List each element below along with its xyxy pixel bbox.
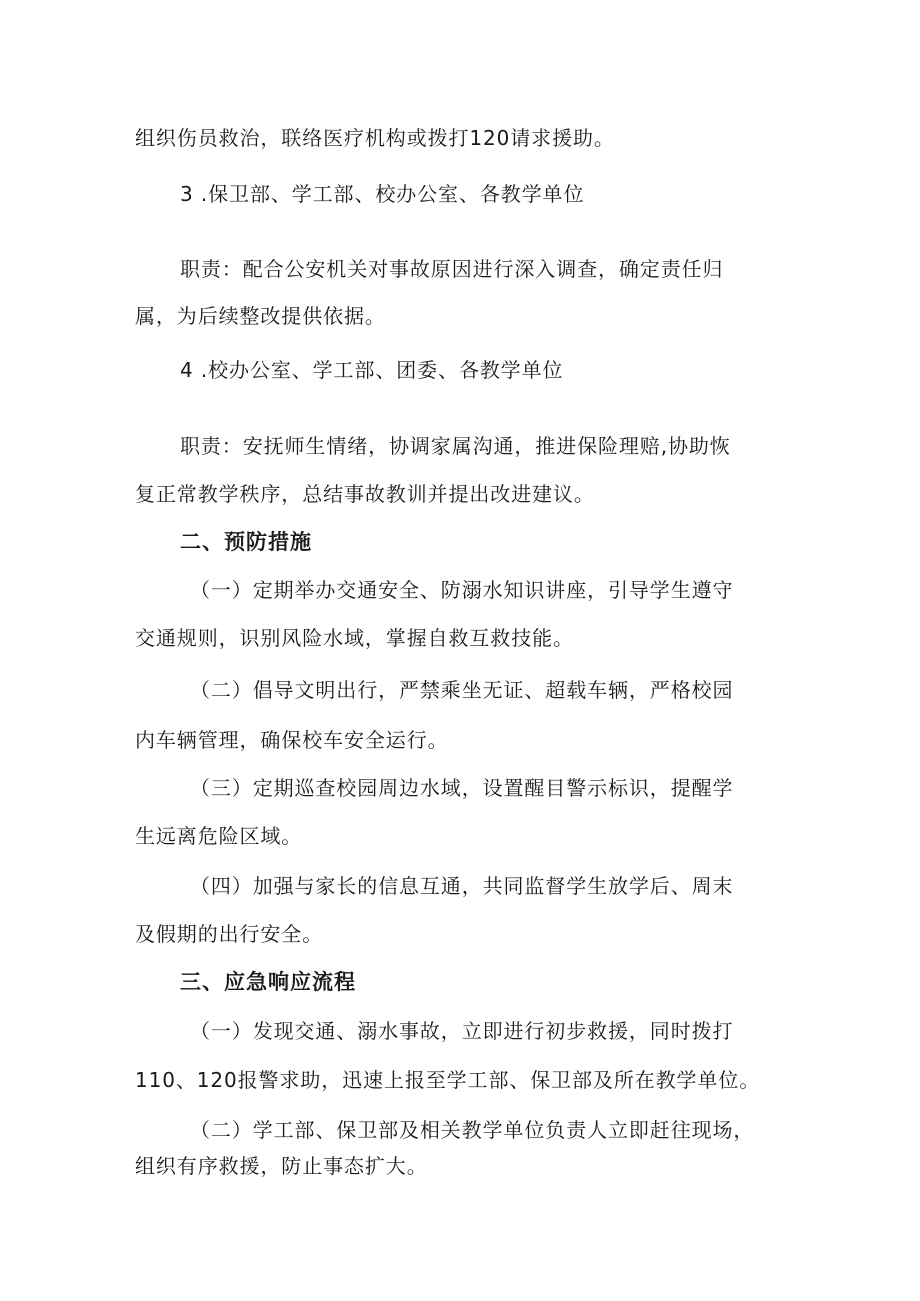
paragraph-line: 交通规则，识别风险水域，掌握自救互救技能。 [135, 626, 574, 650]
paragraph-line: 职责：安抚师生情绪，协调家属沟通，推进保险理赔,协助恢 [180, 434, 731, 458]
paragraph-line: 110、120报警求助，迅速上报至学工部、保卫部及所在教学单位。 [135, 1068, 761, 1092]
paragraph-line: （一）定期举办交通安全、防溺水知识讲座，引导学生遵守 [190, 578, 734, 602]
paragraph-line: （四）加强与家长的信息互通，共同监督学生放学后、周末 [190, 874, 734, 898]
paragraph-line: （二）学工部、保卫部及相关教学单位负责人立即赶往现场， [190, 1118, 755, 1142]
paragraph-line: 职责：配合公安机关对事故原因进行深入调查，确定责任归 [180, 257, 724, 281]
section-item-3: 3 .保卫部、学工部、校办公室、各教学单位 [180, 182, 585, 206]
paragraph-line: （三）定期巡查校园周边水域，设置醒目警示标识，提醒学 [190, 776, 734, 800]
paragraph-line: 组织有序救援，防止事态扩大。 [135, 1154, 428, 1178]
paragraph-line: （一）发现交通、溺水事故，立即进行初步救援，同时拨打 [190, 1019, 734, 1043]
paragraph-line: 及假期的出行安全。 [135, 922, 324, 946]
paragraph-line: 属，为后续整改提供依据。 [135, 304, 386, 328]
paragraph-line: 组织伤员救治，联络医疗机构或拨打120请求援助。 [135, 126, 615, 150]
section-heading-emergency-response: 三、应急响应流程 [180, 970, 356, 994]
paragraph-line: 复正常教学秩序，总结事故教训并提出改进建议。 [135, 482, 595, 506]
paragraph-line: 内车辆管理，确保校车安全运行。 [135, 728, 449, 752]
section-item-4: 4 .校办公室、学工部、团委、各教学单位 [180, 358, 564, 382]
paragraph-line: （二）倡导文明出行，严禁乘坐无证、超载车辆，严格校园 [190, 678, 734, 702]
section-heading-prevention: 二、预防措施 [180, 530, 312, 554]
paragraph-line: 生远离危险区域。 [135, 824, 303, 848]
